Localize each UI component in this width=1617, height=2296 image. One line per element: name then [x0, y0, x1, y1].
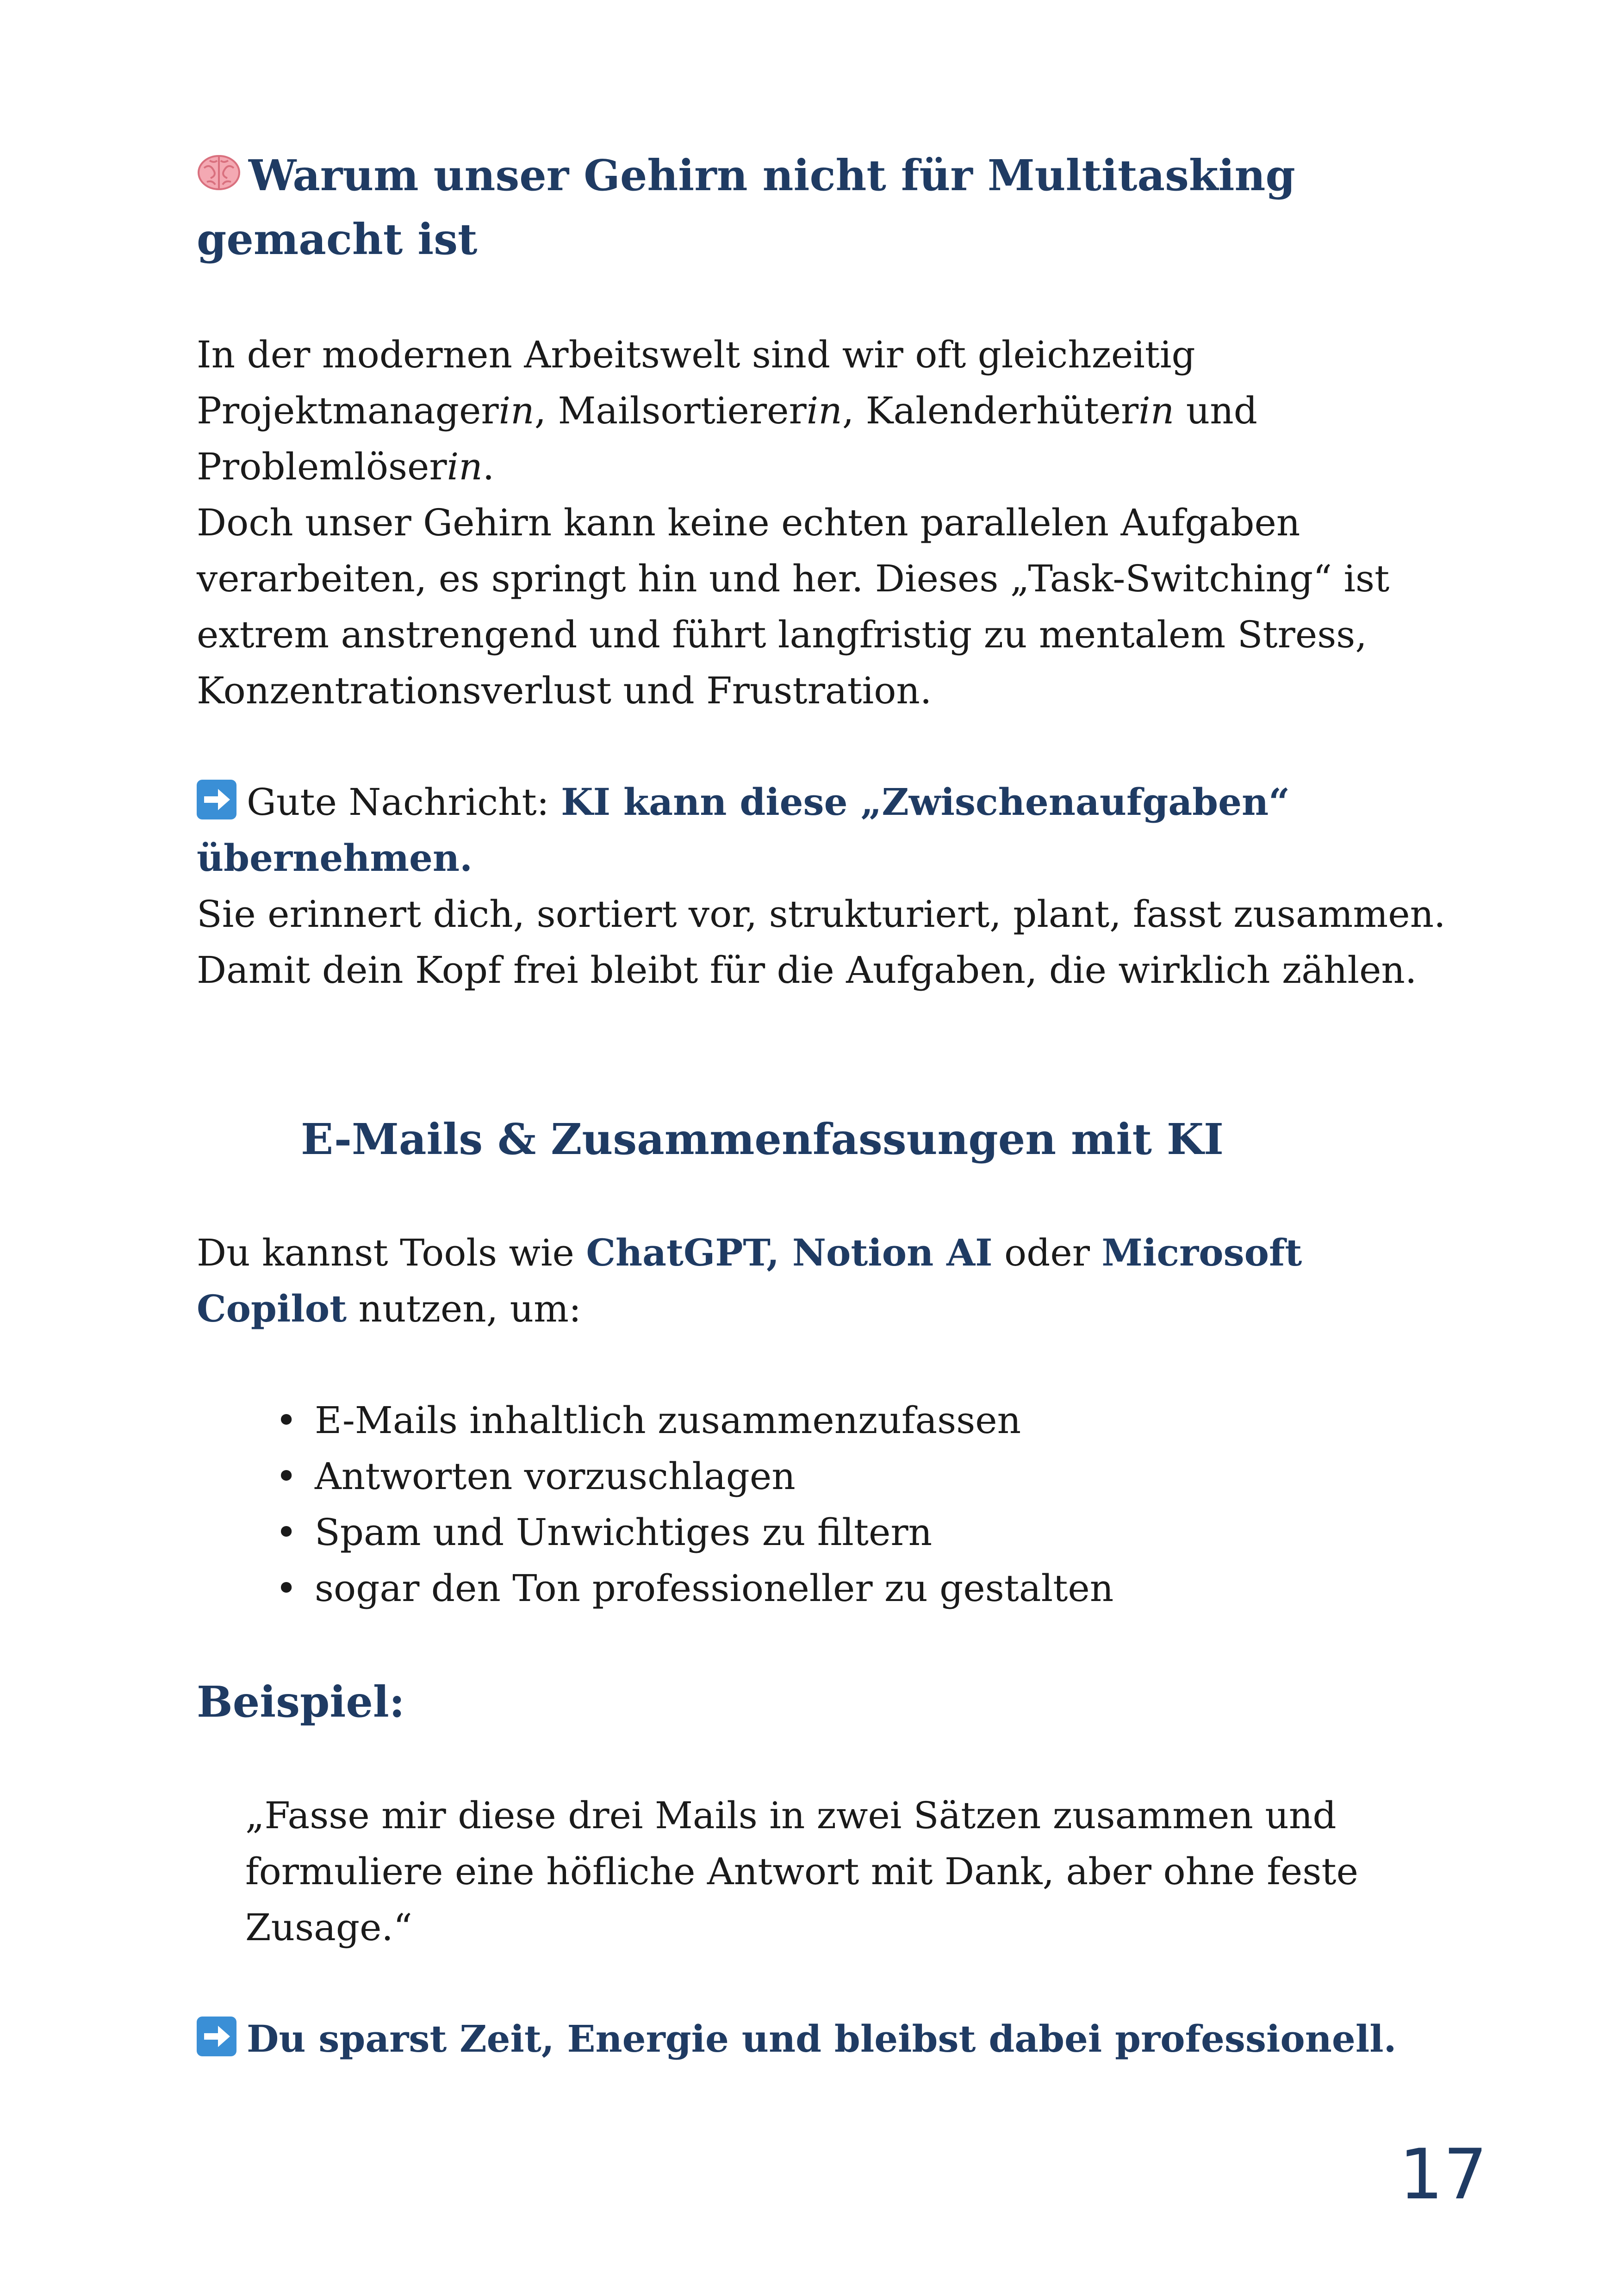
- good-news-highlight: KI kann diese „Zwischenaufgaben“ übernehmen.: [197, 780, 1290, 880]
- features-list: [197, 1392, 1446, 1616]
- list-item: [197, 1448, 1446, 1504]
- list-item: [197, 1560, 1446, 1616]
- task-switching-paragraph: Doch unser Gehirn kann keine echten parallelen Aufgaben verarbeiten, es springt hin und her. Dieses „Task-Switching“ ist extrem anstrengend und führt langfristig zu mentalem Stress, Konzentrationsverlust und Frustration.: [197, 501, 1390, 712]
- arrow-right-icon: [197, 2017, 236, 2056]
- intro-paragraph: [197, 327, 1446, 495]
- example-quote: „Fasse mir diese drei Mails in zwei Sätzen zusammen und formuliere eine höfliche Antwort mit Dank, aber ohne feste Zusage.“: [245, 1794, 1358, 1949]
- good-news-paragraph: [197, 774, 1446, 886]
- tools-intro-paragraph: [197, 1225, 1446, 1337]
- list-item-text: E-Mails inhaltlich zusammenzufassen: [315, 1399, 1021, 1442]
- paragraph-text: , Kalenderhüter: [842, 389, 1139, 432]
- paragraph-text: , Mailsortierer: [534, 389, 807, 432]
- conclusion-text: Du sparst Zeit, Energie und bleibst dabei professionell.: [247, 2017, 1397, 2060]
- section-heading-text: Warum unser Gehirn nicht für Multitasking gemacht ist: [197, 150, 1295, 264]
- tool-name-highlight: Microsoft Copilot: [197, 1231, 1302, 1330]
- list-item-text: Spam und Unwichtiges zu filtern: [315, 1511, 933, 1554]
- paragraph-text: In der modernen Arbeitswelt sind wir oft gleichzeitig Projektmanager: [197, 333, 1195, 432]
- bullet-icon: •: [275, 1399, 298, 1442]
- arrow-right-icon: [197, 780, 236, 819]
- list-item: [197, 1504, 1446, 1560]
- list-item-text: sogar den Ton professioneller zu gestalten: [315, 1567, 1114, 1610]
- good-news-label: Gute Nachricht:: [247, 781, 561, 824]
- good-news-line-2: Sie erinnert dich, sortiert vor, strukturiert, plant, fasst zusammen.: [197, 893, 1446, 936]
- italic-suffix: in: [447, 445, 483, 488]
- bullet-icon: •: [275, 1567, 298, 1610]
- paragraph-text: oder: [992, 1231, 1102, 1274]
- page-number: 17: [1399, 2135, 1487, 2215]
- italic-suffix: in: [806, 389, 842, 432]
- paragraph-text: und Problemlöser: [197, 389, 1257, 488]
- tool-names-highlight: ChatGPT, Notion AI: [586, 1231, 993, 1274]
- section-heading-email: E-Mails & Zusammenfassungen mit KI: [301, 1114, 1224, 1164]
- page-content: [197, 143, 1446, 2067]
- brain-icon: [197, 147, 241, 192]
- good-news-line-3: Damit dein Kopf frei bleibt für die Aufgaben, die wirklich zählen.: [197, 949, 1417, 992]
- example-heading: Beispiel:: [197, 1677, 405, 1727]
- paragraph-text: nutzen, um:: [347, 1287, 581, 1330]
- section-heading-multitasking: [197, 143, 1446, 271]
- paragraph-text: Du kannst Tools wie: [197, 1231, 586, 1274]
- bullet-icon: •: [275, 1455, 298, 1498]
- bullet-icon: •: [275, 1511, 298, 1554]
- conclusion-paragraph: [197, 2011, 1446, 2067]
- italic-suffix: in: [498, 389, 535, 432]
- italic-suffix: in: [1138, 389, 1175, 432]
- list-item: [197, 1392, 1446, 1448]
- paragraph-text: .: [482, 445, 495, 488]
- list-item-text: Antworten vorzuschlagen: [315, 1455, 796, 1498]
